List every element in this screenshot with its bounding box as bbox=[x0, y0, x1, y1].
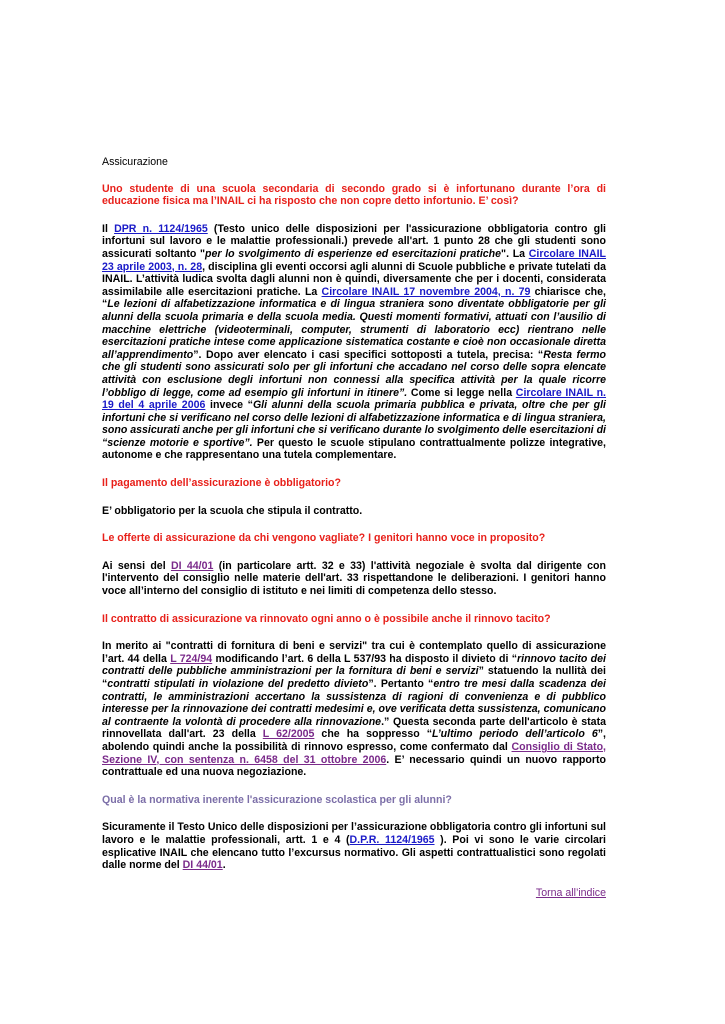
document-page bbox=[102, 156, 606, 899]
link-l-62-2005[interactable]: L 62/2005 bbox=[262, 728, 315, 741]
link-circolare-inail-79-2004[interactable]: Circolare INAIL 17 novembre 2004, n. 79 bbox=[321, 285, 531, 298]
question-5: Qual è la normativa inerente l'assicurazione scolastica per gli alunni? bbox=[102, 793, 452, 806]
question-1: Uno studente di una scuola secondaria di secondo grado si è infortunano durante l’ora di educazione fisica ma l’INAIL ci ha risposto che non copre detto infortunio. E’ così? bbox=[102, 182, 606, 208]
link-consiglio-di-stato-6458[interactable]: Consiglio di Stato, Sezione IV, con sentenza n. 6458 del 31 ottobre 2006 bbox=[102, 740, 606, 766]
question-3: Le offerte di assicurazione da chi vengono vagliate? I genitori hanno voce in proposito? bbox=[102, 532, 546, 545]
answer-3: Ai sensi del DI 44/01 (in particolare artt. 32 e 33) l'attività negoziale è svolta dal dirigente con l'intervento del consiglio nelle materie dell'art. 33 rispettandone le deliberazioni. I genitori hanno voce all’interno del consiglio di istituto e nei limiti di competenza dello stesso. bbox=[102, 559, 606, 598]
link-di-44-01-b[interactable]: DI 44/01 bbox=[182, 859, 223, 872]
link-dpr-1124-1965[interactable]: DPR n. 1124/1965 bbox=[114, 222, 208, 235]
answer-5: Sicuramente il Testo Unico delle disposizioni per l’assicurazione obbligatoria contro gli infortuni sul lavoro e le malattie professionali, artt. 1 e 4 (D.P.R. 1124/1965 ). Poi vi sono le varie circolari esplicative INAIL che elencano tutto l’excursus normativo. Gli aspetti contrattualistici sono regolati dalle norme del DI 44/01. bbox=[102, 821, 606, 872]
back-link-row bbox=[102, 887, 606, 900]
back-to-index-link[interactable]: Torna all’indice bbox=[535, 886, 606, 899]
link-l-724-94[interactable]: L 724/94 bbox=[170, 652, 213, 665]
link-circolare-inail-28-2003[interactable]: Circolare INAIL 23 aprile 2003, n. 28 bbox=[102, 247, 607, 273]
answer-4: In merito ai "contratti di fornitura di beni e servizi" tra cui è contemplato quello di assicurazione l’art. 44 della L 724/94 modificando l’art. 6 della L 537/93 ha disposto il divieto di “rinnovo tacito dei contratti delle pubbliche amministrazioni per la fornitura di beni e servizi” statuendo la nullità dei “contratti stipulati in violazione del predetto divieto”. Pertanto “entro tre mesi dalla scadenza dei contratti, le amministrazioni accertano la sussistenza di ragioni di convenienza e di pubblico interesse per la rinnovazione dei contratti medesimi e, ove verificata detta sussistenza, comunicano al contraente la volontà di procedere alla rinnovazione.” Questa seconda parte dell'articolo è stata rinnovellata dall'art. 23 della L 62/2005 che ha soppresso “L’ultimo periodo dell’articolo 6”, abolendo quindi anche la possibilità di rinnovo espresso, come confermato dal Consiglio di Stato, Sezione IV, con sentenza n. 6458 del 31 ottobre 2006. E’ necessario quindi un nuovo rapporto contrattuale ed una nuova negoziazione. bbox=[102, 640, 606, 779]
answer-2: E’ obbligatorio per la scuola che stipula il contratto. bbox=[102, 504, 363, 517]
page-title: Assicurazione bbox=[102, 156, 168, 168]
question-2: Il pagamento dell’assicurazione è obbligatorio? bbox=[102, 477, 341, 490]
link-circolare-inail-19-2006[interactable]: Circolare INAIL n. 19 del 4 aprile 2006 bbox=[102, 386, 607, 412]
question-4: Il contratto di assicurazione va rinnovato ogni anno o è possibile anche il rinnovo tacito? bbox=[102, 612, 551, 625]
link-dpr-1124-1965-b[interactable]: D.P.R. 1124/1965 bbox=[349, 833, 435, 846]
link-di-44-01[interactable]: DI 44/01 bbox=[170, 559, 214, 572]
answer-1: Il DPR n. 1124/1965 (Testo unico delle disposizioni per l'assicurazione obbligatoria contro gli infortuni sul lavoro e le malattie professionali.) prevede all'art. 1 punto 28 che gli studenti sono assicurati soltanto "per lo svolgimento di esperienze ed esercitazioni pratiche". La Circolare INAIL 23 aprile 2003, n. 28, disciplina gli eventi occorsi agli alunni di Scuole pubbliche e private tutelati da INAIL. L’attività ludica svolta dagli alunni non è quindi, diversamente che per i docenti, considerata assimilabile alle esercitazioni pratiche. La Circolare INAIL 17 novembre 2004, n. 79 chiarisce che, “Le lezioni di alfabetizzazione informatica e di lingua straniera sono diventate obbligatorie per gli alunni della scuola primaria e della scuola media. Questi momenti formativi, attuati con l’ausilio di macchine elettriche (videoterminali, computer, strumenti di laboratorio ecc) rientrano nelle esercitazioni pratiche intese come applicazione sistematica costante e cioè non occasionale diretta all’apprendimento”. Dopo aver elencato i casi specifici sottoposti a tutela, precisa: “Resta fermo che gli studenti sono assicurati solo per gli infortuni che accadano nel corso delle sopra elencate attività con esclusione degli infortuni non connessi alla specifica attività per la quale ricorre l’obbligo di legge, come ad esempio gli infortuni in itinere”. Come si legge nella Circolare INAIL n. 19 del 4 aprile 2006 invece “Gli alunni della scuola primaria pubblica e privata, oltre che per gli infortuni che si verificano nel corso delle lezioni di alfabetizzazione informatica e di lingua straniera, sono assicurati anche per gli infortuni che si verificano durante lo svolgimento delle esercitazioni di “scienze motorie e sportive”. Per questo le scuole stipulano contrattualmente polizze integrative, autonome e che rappresentano una tutela complementare. bbox=[102, 222, 607, 462]
